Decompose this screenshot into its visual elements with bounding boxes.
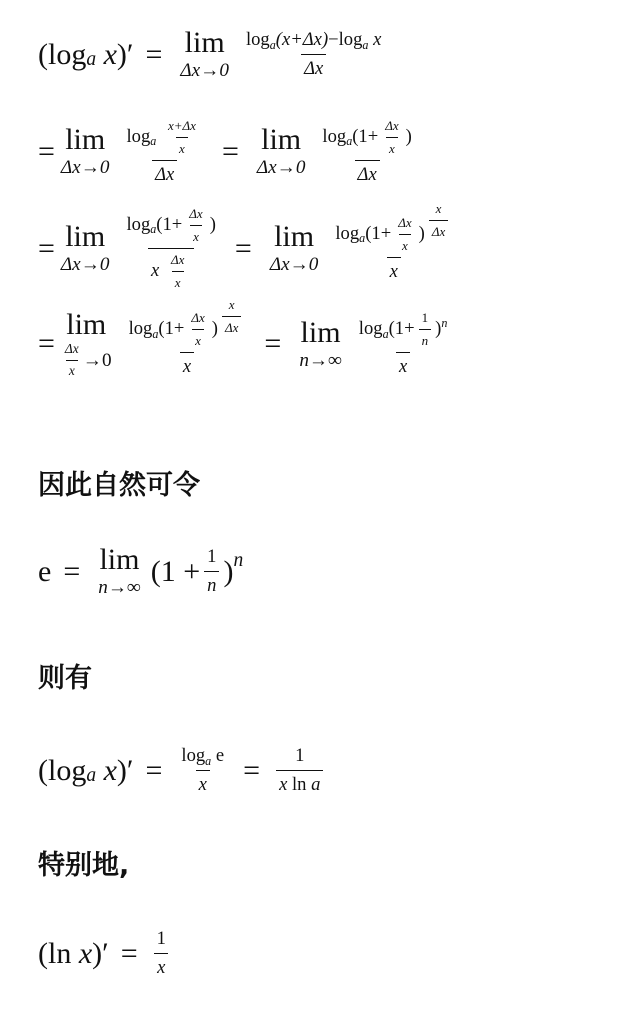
numerator: loga(1+ $\frac{\Delta x}{x}$ ) (126, 206, 216, 244)
denominator: x (387, 257, 401, 283)
limit: lim Δx→0 (60, 219, 110, 275)
numerator: loga(1+ $\frac{1}{n}$ )$^n$ (358, 310, 448, 349)
lim-op: lim (184, 26, 225, 59)
paren: ( (38, 37, 48, 71)
numerator: loga(1+ $\frac{\Delta x}{x}$ ) $\frac{x}{\Delta x}$ (126, 310, 249, 352)
fraction: $\frac{1}{\text{x ln a}}$ (276, 745, 323, 796)
limit: lim $\frac{\Delta x}{x}$ →0 (64, 308, 112, 378)
equals: = (120, 936, 138, 970)
log-op: log (48, 37, 87, 71)
denominator: Δx (152, 160, 177, 186)
lim-sub: Δx→0 (180, 60, 229, 81)
log-base: a (86, 49, 97, 71)
equals: = (234, 231, 252, 265)
limit: lim Δx→0 (256, 123, 306, 179)
exponent: $\frac{x}{\Delta x}$ (429, 201, 448, 240)
formula-line-4 (38, 297, 454, 379)
formula-line-3 (38, 201, 459, 291)
formula-line-1 (38, 28, 388, 81)
numerator: loga(1+ $\frac{\Delta x}{x}$ ) (322, 118, 412, 156)
fraction (123, 206, 218, 291)
equals: = (38, 135, 55, 168)
equals: = (145, 37, 163, 71)
numerator: loga(1+ $\frac{\Delta x}{x}$ ) $\frac{x}{\Delta x}$ (332, 215, 455, 257)
prime: ′ (126, 37, 134, 71)
equals: = (221, 135, 239, 168)
fraction (126, 297, 249, 378)
equals: = (243, 753, 261, 787)
fraction (356, 310, 451, 378)
limit: lim Δx→0 (269, 219, 319, 275)
fraction: $\frac{1}{x}$ (154, 928, 169, 979)
exponent: $\frac{x}{\Delta x}$ (222, 297, 241, 336)
fraction (243, 29, 384, 80)
fraction (332, 201, 455, 283)
denominator: x (396, 352, 410, 378)
denominator: Δx (301, 54, 326, 80)
fraction: $\frac{1}{n}$ (204, 546, 219, 597)
fraction: $\frac{\text{loga e}}{x}$ (181, 745, 225, 795)
text-therefore: 因此自然可令 (38, 470, 200, 501)
fraction (123, 118, 205, 186)
equals: = (145, 753, 163, 787)
equals: = (63, 554, 81, 588)
var-x: x (103, 37, 117, 71)
text-in-particular: 特别地, (38, 850, 130, 881)
numerator: loga(x+Δx)−loga x (245, 29, 382, 52)
numerator: loga $\frac{x+\Delta x}{x}$ (126, 118, 196, 156)
limit: lim n→∞ (299, 315, 342, 371)
equals: = (38, 231, 55, 265)
limit: lim Δx→0 (60, 123, 110, 179)
paren: ) (116, 37, 127, 71)
limit (180, 28, 229, 81)
equals: = (264, 327, 282, 361)
denominator: Δx (355, 160, 380, 186)
text-then-have: 则有 (38, 663, 92, 694)
formula-line-2 (38, 118, 419, 186)
formula-loga-derivative: ( log a x ) ′ = $\frac{\text{loga e}}{x}$ = $\frac{1}{\text{x ln a}}$ (38, 745, 327, 796)
equals: = (38, 327, 55, 361)
formula-e-definition: e = lim n→∞ (1 + $\frac{1}{n}$ ) n (38, 543, 244, 598)
limit: lim n→∞ (98, 543, 141, 598)
denominator: x $\frac{\Delta x}{x}$ (148, 248, 194, 291)
denominator: x (180, 352, 194, 378)
fraction (319, 118, 414, 186)
formula-ln-derivative: ( ln x ) ′ = $\frac{1}{x}$ (38, 928, 173, 979)
